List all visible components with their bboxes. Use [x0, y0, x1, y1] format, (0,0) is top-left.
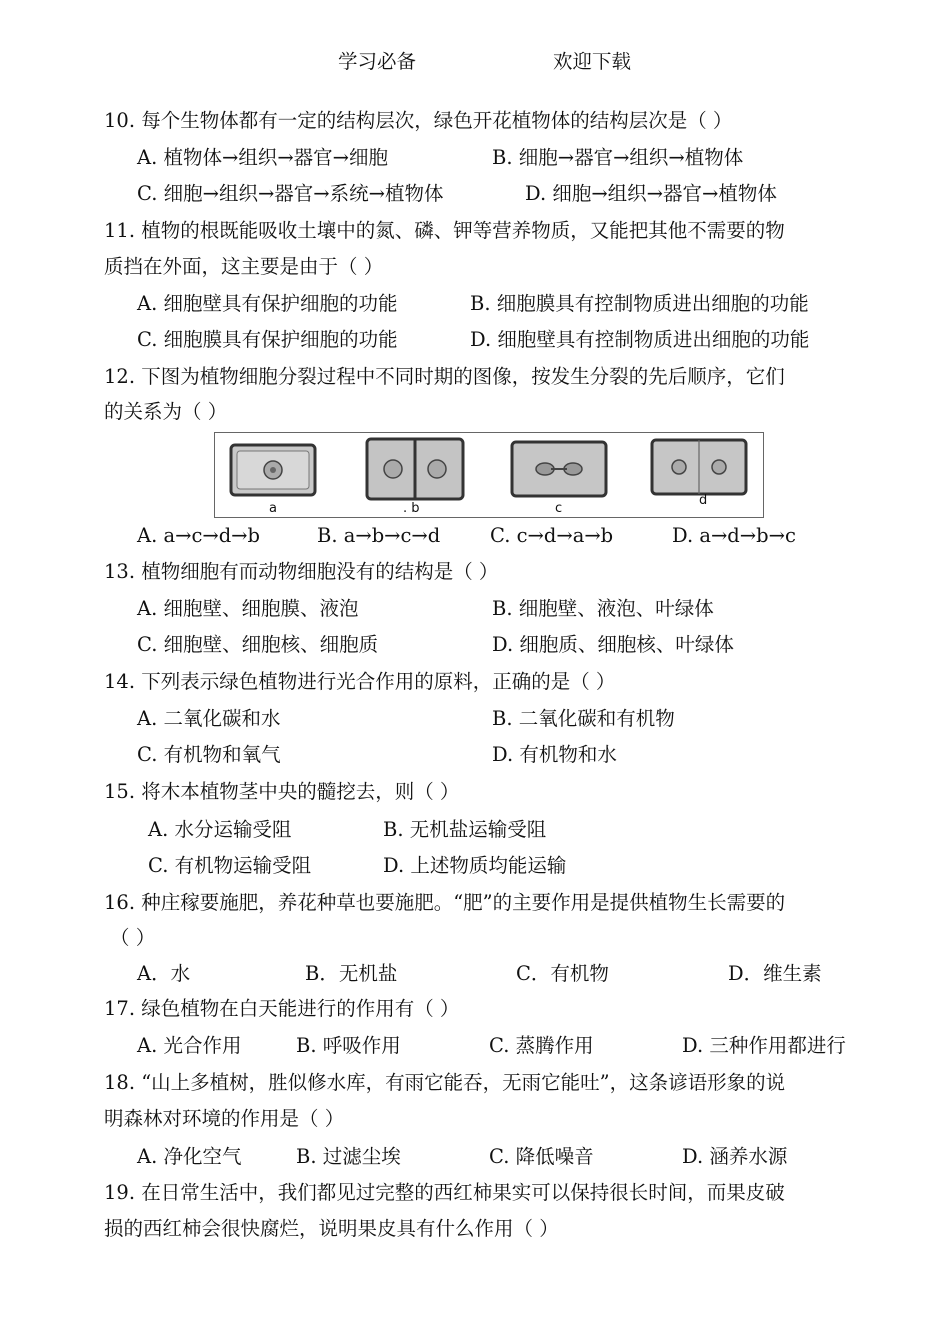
- option-c: C. 有机物和氧气: [137, 743, 281, 766]
- option-a: A. 二氧化碳和水: [137, 707, 281, 730]
- cell-c-image: [507, 437, 611, 501]
- cell-b-image: [363, 435, 467, 503]
- header-left-text: 学习必备: [338, 50, 417, 73]
- question-stem: 19. 在日常生活中，我们都见过完整的西红柿果实可以保持很长时间，而果皮破: [104, 1181, 785, 1204]
- cell-a-image: [225, 439, 321, 503]
- question-stem: 16. 种庄稼要施肥，养花种草也要施肥。“肥”的主要作用是提供植物生长需要的: [104, 891, 786, 914]
- option-c: C．有机物: [516, 962, 609, 985]
- cell-division-figure: [214, 432, 764, 518]
- question-stem-continued: （ ）: [110, 926, 156, 949]
- question-stem-continued: 的关系为（ ）: [104, 400, 228, 423]
- question-stem: 12. 下图为植物细胞分裂过程中不同时期的图像，按发生分裂的先后顺序，它们: [104, 365, 785, 388]
- option-d: D. 涵养水源: [682, 1145, 788, 1168]
- question-stem: 10. 每个生物体都有一定的结构层次，绿色开花植物体的结构层次是（ ）: [104, 109, 733, 132]
- option-a: A. 光合作用: [137, 1034, 242, 1057]
- cell-label-b: . b: [403, 501, 420, 516]
- option-d: D．维生素: [728, 962, 822, 985]
- cell-label-d: d: [699, 493, 708, 508]
- option-a: A. 净化空气: [137, 1145, 242, 1168]
- question-stem: 14. 下列表示绿色植物进行光合作用的原料，正确的是（ ）: [104, 670, 616, 693]
- option-b: B. a→b→c→d: [317, 524, 441, 547]
- option-a: A．水: [137, 962, 191, 985]
- question-stem: 17. 绿色植物在白天能进行的作用有（ ）: [104, 997, 460, 1020]
- option-d: D. 细胞→组织→器官→植物体: [525, 182, 777, 205]
- question-stem: 13. 植物细胞有而动物细胞没有的结构是（ ）: [104, 560, 499, 583]
- option-c: C. 有机物运输受阻: [148, 854, 312, 877]
- option-d: D. 细胞质、细胞核、叶绿体: [492, 633, 734, 656]
- cell-d-image: [647, 435, 751, 499]
- option-a: A. 植物体→组织→器官→细胞: [137, 146, 388, 169]
- header-right-text: 欢迎下载: [553, 50, 632, 73]
- option-d: D. 上述物质均能运输: [383, 854, 567, 877]
- option-b: B. 过滤尘埃: [296, 1145, 401, 1168]
- option-a: A. 细胞壁具有保护细胞的功能: [137, 292, 398, 315]
- option-a: A. 细胞壁、细胞膜、液泡: [137, 597, 359, 620]
- option-a: A. a→c→d→b: [137, 524, 261, 547]
- option-b: B. 细胞壁、液泡、叶绿体: [492, 597, 714, 620]
- option-d: D. 三种作用都进行: [682, 1034, 846, 1057]
- question-stem-continued: 明森林对环境的作用是（ ）: [104, 1107, 345, 1130]
- option-a: A. 水分运输受阻: [148, 818, 292, 841]
- option-d: D. 有机物和水: [492, 743, 617, 766]
- question-stem: 18. “山上多植树，胜似修水库，有雨它能吞，无雨它能吐”，这条谚语形象的说: [104, 1071, 786, 1094]
- option-c: C. c→d→a→b: [490, 524, 614, 547]
- option-b: B．无机盐: [305, 962, 398, 985]
- option-b: B. 细胞→器官→组织→植物体: [492, 146, 744, 169]
- option-c: C. 蒸腾作用: [489, 1034, 594, 1057]
- option-d: D. 细胞壁具有控制物质进出细胞的功能: [470, 328, 810, 351]
- option-c: C. 细胞→组织→器官→系统→植物体: [137, 182, 444, 205]
- option-c: C. 细胞壁、细胞核、细胞质: [137, 633, 379, 656]
- option-b: B. 二氧化碳和有机物: [492, 707, 675, 730]
- question-stem: 11. 植物的根既能吸收土壤中的氮、磷、钾等营养物质，又能把其他不需要的物: [104, 219, 785, 242]
- option-c: C. 降低噪音: [489, 1145, 594, 1168]
- option-b: B. 细胞膜具有控制物质进出细胞的功能: [470, 292, 809, 315]
- option-b: B. 呼吸作用: [296, 1034, 401, 1057]
- option-c: C. 细胞膜具有保护细胞的功能: [137, 328, 398, 351]
- question-stem: 15. 将木本植物茎中央的髓挖去，则（ ）: [104, 780, 460, 803]
- option-d: D. a→d→b→c: [672, 524, 796, 547]
- cell-label-a: a: [269, 501, 277, 516]
- question-stem-continued: 质挡在外面，这主要是由于（ ）: [104, 255, 384, 278]
- cell-label-c: c: [555, 501, 563, 516]
- question-stem-continued: 损的西红柿会很快腐烂，说明果皮具有什么作用（ ）: [104, 1217, 559, 1240]
- option-b: B. 无机盐运输受阻: [383, 818, 547, 841]
